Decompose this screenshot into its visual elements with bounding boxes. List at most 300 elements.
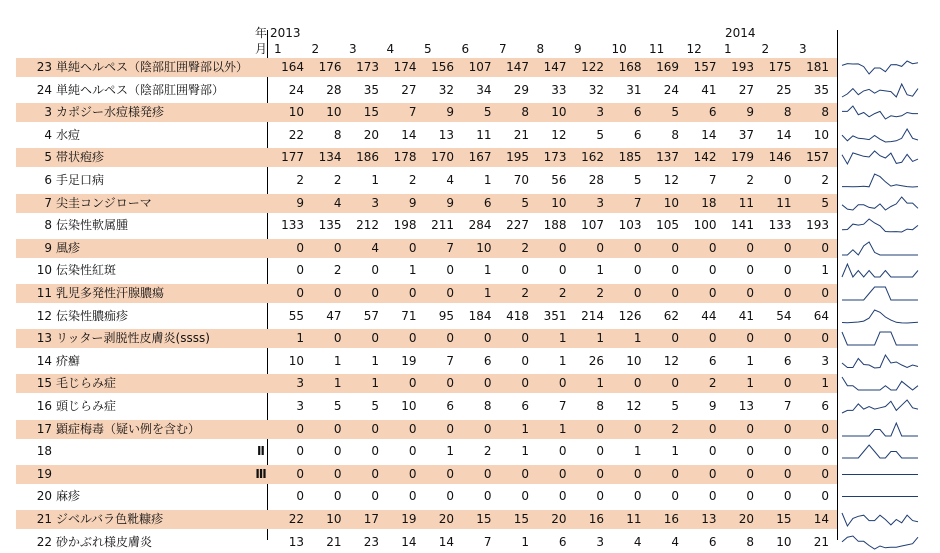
value-cell: 1	[633, 331, 642, 346]
value-cell: 24	[288, 82, 304, 97]
value-cell: 0	[558, 444, 567, 459]
value-cell: 54	[776, 308, 792, 323]
value-cell: 28	[588, 173, 604, 187]
value-cell: 10	[326, 512, 342, 526]
value-cell: 0	[821, 331, 829, 346]
value-cell: 1	[521, 421, 529, 436]
value-cell: 0	[708, 489, 717, 504]
year-2014-label: 2014	[725, 26, 756, 40]
value-cell: 0	[746, 466, 754, 481]
value-cell: 3	[296, 399, 304, 413]
value-cell: 4	[371, 240, 379, 255]
value-cell: 0	[708, 240, 717, 255]
value-cell: 0	[783, 421, 792, 436]
value-cell: 2	[746, 173, 754, 187]
value-cell: 1	[296, 331, 304, 346]
value-cell: 5	[821, 195, 829, 210]
value-cell: 0	[408, 421, 417, 436]
sparkline-trend	[842, 310, 918, 323]
stage-label	[252, 148, 270, 167]
value-cell: 6	[708, 105, 717, 120]
value-cell: 227	[506, 218, 529, 233]
value-cell: 14	[438, 534, 454, 549]
sparkline-trend	[842, 332, 918, 345]
table-row	[16, 465, 837, 484]
value-cell: 7	[558, 399, 567, 413]
value-cell: 0	[708, 263, 717, 278]
value-cell: 0	[558, 263, 567, 278]
sparkline	[840, 81, 920, 100]
sparkline	[840, 239, 920, 258]
value-cell: 0	[446, 489, 454, 504]
value-cell: 0	[558, 240, 567, 255]
value-cell: 21	[513, 127, 529, 142]
value-cell: 7	[483, 534, 492, 549]
disease-name: 帯状疱疹	[56, 150, 105, 165]
month-header: 4	[386, 42, 395, 56]
sparkline	[840, 442, 920, 461]
value-cell: 9	[446, 195, 454, 210]
value-cell: 20	[438, 512, 454, 526]
value-cell: 0	[783, 173, 792, 187]
value-cell: 27	[401, 82, 417, 97]
stage-label	[252, 307, 270, 326]
value-cell: 0	[821, 444, 829, 459]
value-cell: 0	[708, 444, 717, 459]
value-cell: 16	[588, 512, 604, 526]
value-cell: 0	[671, 240, 679, 255]
value-cell: 0	[633, 489, 642, 504]
value-cell: 164	[281, 60, 304, 74]
value-cell: 8	[783, 105, 792, 120]
value-cell: 0	[408, 466, 417, 481]
disease-name: 砂かぶれ様皮膚炎	[56, 534, 153, 549]
value-cell: 10	[288, 353, 304, 368]
value-cell: 0	[746, 331, 754, 346]
value-cell: 13	[738, 399, 754, 413]
sparkline-trend	[842, 84, 918, 97]
value-cell: 0	[746, 240, 754, 255]
row-number: 18	[36, 444, 52, 459]
value-cell: 1	[746, 376, 754, 391]
value-cell: 1	[521, 534, 529, 549]
value-cell: 0	[558, 489, 567, 504]
month-header: 2	[311, 42, 320, 56]
table-row	[16, 126, 837, 145]
disease-name: 疥癬	[56, 353, 81, 368]
value-cell: 2	[708, 376, 717, 391]
value-cell: 9	[446, 105, 454, 120]
value-cell: 176	[318, 60, 342, 74]
stage-label	[252, 397, 270, 416]
value-cell: 351	[543, 308, 567, 323]
value-cell: 0	[371, 263, 379, 278]
disease-name: リッター剥脱性皮膚炎(ssss)	[56, 331, 210, 346]
value-cell: 11	[776, 195, 792, 210]
value-cell: 5	[671, 105, 679, 120]
sparkline	[840, 420, 920, 439]
sparkline	[840, 329, 920, 348]
stage-label	[252, 194, 270, 213]
value-cell: 4	[671, 534, 679, 549]
value-cell: 23	[363, 534, 379, 549]
value-cell: 133	[768, 218, 792, 233]
value-cell: 5	[483, 105, 492, 120]
disease-name: 頭じらみ症	[56, 399, 117, 413]
value-cell: 14	[776, 127, 792, 142]
table-row	[16, 352, 837, 371]
value-cell: 193	[806, 218, 829, 233]
value-cell: 179	[731, 150, 754, 165]
sparkline-trend	[842, 287, 918, 300]
sparkline-trend	[842, 400, 918, 413]
value-cell: 3	[596, 195, 604, 210]
value-cell: 1	[596, 263, 604, 278]
value-cell: 3	[371, 195, 379, 210]
value-cell: 33	[551, 82, 567, 97]
value-cell: 37	[738, 127, 754, 142]
value-cell: 1	[446, 444, 454, 459]
value-cell: 10	[476, 240, 492, 255]
value-cell: 35	[813, 82, 829, 97]
value-cell: 1	[521, 444, 529, 459]
value-cell: 11	[476, 127, 492, 142]
stage-label	[252, 420, 270, 439]
value-cell: 5	[633, 173, 642, 187]
value-cell: 14	[813, 512, 829, 526]
stage-label	[252, 284, 270, 303]
value-cell: 0	[483, 466, 492, 481]
disease-name: 伝染性軟属腫	[56, 218, 129, 233]
table-row	[16, 58, 837, 77]
value-cell: 3	[296, 376, 304, 391]
value-cell: 13	[701, 512, 717, 526]
stage-label	[252, 261, 270, 280]
value-cell: 1	[746, 353, 754, 368]
value-cell: 18	[701, 195, 717, 210]
value-cell: 17	[363, 512, 379, 526]
month-header: 3	[799, 42, 807, 56]
value-cell: 168	[618, 60, 642, 74]
value-cell: 0	[333, 466, 342, 481]
sparkline	[840, 261, 920, 280]
value-cell: 31	[626, 82, 642, 97]
sparkline-trend	[842, 174, 918, 187]
value-cell: 32	[438, 82, 454, 97]
value-cell: 0	[446, 376, 454, 391]
table-row	[16, 148, 837, 167]
value-cell: 10	[626, 353, 642, 368]
value-cell: 133	[281, 218, 304, 233]
value-cell: 188	[543, 218, 567, 233]
value-cell: 8	[483, 399, 492, 413]
sparkline-trend	[842, 106, 918, 119]
value-cell: 0	[521, 331, 529, 346]
row-number: 9	[44, 240, 52, 255]
value-cell: 6	[483, 195, 492, 210]
sparkline	[840, 103, 920, 122]
month-header: 12	[686, 42, 702, 56]
value-cell: 71	[401, 308, 417, 323]
stage-label	[252, 126, 270, 145]
value-cell: 2	[671, 421, 679, 436]
sparkline-trend	[842, 219, 918, 232]
value-cell: 13	[288, 534, 304, 549]
row-number: 6	[44, 173, 52, 187]
value-cell: 0	[746, 421, 754, 436]
value-cell: 0	[671, 331, 679, 346]
row-number: 14	[36, 353, 52, 368]
sparkline-trend	[842, 61, 918, 74]
month-header: 1	[724, 42, 732, 56]
value-cell: 0	[821, 421, 829, 436]
value-cell: 0	[633, 421, 642, 436]
value-cell: 0	[296, 421, 304, 436]
month-header: 10	[611, 42, 627, 56]
value-cell: 1	[821, 263, 829, 278]
value-cell: 9	[296, 195, 304, 210]
value-cell: 122	[581, 60, 604, 74]
value-cell: 137	[656, 150, 679, 165]
value-cell: 10	[551, 105, 567, 120]
value-cell: 1	[596, 331, 604, 346]
value-cell: 1	[371, 376, 379, 391]
value-cell: 15	[776, 512, 792, 526]
value-cell: 0	[708, 331, 717, 346]
sparkline	[840, 126, 920, 145]
disease-name: 尖圭コンジローマ	[56, 195, 152, 210]
value-cell: 0	[708, 466, 717, 481]
sparkline-trend	[842, 355, 918, 368]
stage-label	[252, 374, 270, 393]
value-cell: 1	[821, 376, 829, 391]
value-cell: 0	[521, 466, 529, 481]
table-row	[16, 171, 837, 190]
value-cell: 4	[333, 195, 342, 210]
value-cell: 0	[783, 376, 792, 391]
value-cell: 0	[333, 489, 342, 504]
value-cell: 0	[483, 331, 492, 346]
value-cell: 156	[431, 60, 454, 74]
stage-label	[252, 352, 270, 371]
value-cell: 7	[446, 240, 454, 255]
stage-label: Ⅲ	[255, 466, 267, 481]
value-cell: 5	[333, 399, 342, 413]
value-cell: 0	[371, 331, 379, 346]
value-cell: 6	[783, 353, 792, 368]
value-cell: 0	[596, 489, 604, 504]
value-cell: 21	[326, 534, 342, 549]
value-cell: 57	[363, 308, 379, 323]
value-cell: 174	[393, 60, 417, 74]
value-cell: 24	[663, 82, 679, 97]
value-cell: 0	[521, 353, 529, 368]
value-cell: 12	[663, 173, 679, 187]
value-cell: 167	[468, 150, 492, 165]
value-cell: 0	[671, 376, 679, 391]
value-cell: 0	[633, 263, 642, 278]
value-cell: 4	[446, 173, 454, 187]
value-cell: 20	[551, 512, 567, 526]
value-cell: 212	[356, 218, 379, 233]
table-row	[16, 307, 837, 326]
table-row	[16, 284, 837, 303]
value-cell: 0	[483, 376, 492, 391]
value-cell: 8	[821, 105, 829, 120]
value-cell: 0	[746, 444, 754, 459]
value-cell: 2	[521, 240, 529, 255]
month-header: 1	[274, 42, 282, 56]
value-cell: 177	[281, 150, 304, 165]
value-cell: 7	[783, 399, 792, 413]
value-cell: 6	[633, 105, 642, 120]
value-cell: 184	[468, 308, 492, 323]
value-cell: 0	[596, 444, 604, 459]
value-cell: 186	[356, 150, 379, 165]
value-cell: 0	[783, 263, 792, 278]
value-cell: 2	[296, 173, 304, 187]
stage-label	[252, 171, 270, 190]
value-cell: 181	[806, 60, 829, 74]
sparkline	[840, 307, 920, 326]
value-cell: 95	[438, 308, 454, 323]
value-cell: 25	[776, 82, 792, 97]
sparkline-trend	[842, 536, 918, 549]
value-cell: 10	[663, 195, 679, 210]
row-number: 11	[36, 286, 52, 300]
value-cell: 2	[596, 286, 604, 300]
table-row	[16, 510, 837, 529]
stage-label	[252, 81, 270, 100]
stage-label: Ⅱ	[257, 444, 265, 459]
disease-name: 伝染性膿痂疹	[56, 308, 129, 323]
row-number: 21	[36, 512, 52, 526]
value-cell: 175	[768, 60, 792, 74]
value-cell: 198	[393, 218, 417, 233]
value-cell: 0	[708, 421, 717, 436]
row-number: 17	[36, 421, 52, 436]
table-row	[16, 261, 837, 280]
row-number: 22	[36, 534, 52, 549]
sparkline	[840, 465, 920, 484]
value-cell: 0	[521, 376, 529, 391]
column-divider-right	[837, 30, 838, 540]
row-number: 3	[44, 105, 52, 120]
value-cell: 0	[783, 489, 792, 504]
value-cell: 14	[701, 127, 717, 142]
value-cell: 5	[521, 195, 529, 210]
value-cell: 47	[326, 308, 342, 323]
value-cell: 15	[513, 512, 529, 526]
value-cell: 35	[363, 82, 379, 97]
value-cell: 103	[618, 218, 642, 233]
value-cell: 185	[618, 150, 642, 165]
sparkline	[840, 148, 920, 167]
month-header: 3	[349, 42, 357, 56]
value-cell: 0	[446, 263, 454, 278]
value-cell: 6	[558, 534, 567, 549]
month-header: 5	[424, 42, 432, 56]
row-number: 7	[44, 195, 52, 210]
sparkline-trend	[842, 445, 918, 458]
value-cell: 0	[708, 286, 717, 300]
value-cell: 20	[363, 127, 379, 142]
value-cell: 3	[596, 105, 604, 120]
value-cell: 1	[408, 263, 417, 278]
disease-name: 毛じらみ症	[56, 376, 117, 391]
value-cell: 0	[746, 286, 754, 300]
value-cell: 8	[521, 105, 529, 120]
value-cell: 1	[558, 353, 567, 368]
value-cell: 2	[521, 286, 529, 300]
value-cell: 0	[296, 444, 304, 459]
value-cell: 32	[588, 82, 604, 97]
value-cell: 1	[633, 444, 642, 459]
stage-label	[252, 103, 270, 122]
value-cell: 7	[408, 105, 417, 120]
sparkline-trend	[842, 197, 918, 210]
sparkline-trend	[842, 264, 918, 277]
value-cell: 2	[483, 444, 492, 459]
value-cell: 28	[326, 82, 342, 97]
value-cell: 0	[408, 331, 417, 346]
sparkline-trend	[842, 423, 918, 436]
sparkline-trend	[842, 129, 918, 142]
value-cell: 0	[558, 376, 567, 391]
value-cell: 173	[356, 60, 379, 74]
value-cell: 0	[333, 240, 342, 255]
value-cell: 0	[783, 466, 792, 481]
value-cell: 8	[596, 399, 604, 413]
value-cell: 0	[521, 263, 529, 278]
value-cell: 0	[371, 286, 379, 300]
value-cell: 0	[633, 286, 642, 300]
value-cell: 418	[506, 308, 529, 323]
value-cell: 2	[333, 263, 342, 278]
value-cell: 29	[513, 82, 529, 97]
value-cell: 0	[671, 489, 679, 504]
stage-label	[252, 510, 270, 529]
value-cell: 0	[333, 444, 342, 459]
value-cell: 0	[333, 331, 342, 346]
value-cell: 6	[521, 399, 529, 413]
month-header: 6	[461, 42, 470, 56]
value-cell: 105	[656, 218, 679, 233]
value-cell: 0	[333, 421, 342, 436]
stage-label	[252, 533, 270, 552]
disease-name: 乳児多発性汗腺膿瘍	[56, 286, 165, 300]
disease-name	[56, 465, 268, 484]
value-cell: 1	[483, 263, 492, 278]
value-cell: 0	[821, 286, 829, 300]
sparkline	[840, 397, 920, 416]
value-cell: 0	[296, 263, 304, 278]
value-cell: 0	[633, 466, 642, 481]
value-cell: 19	[401, 353, 417, 368]
value-cell: 0	[408, 489, 417, 504]
value-cell: 10	[288, 105, 304, 120]
value-cell: 16	[663, 512, 679, 526]
value-cell: 170	[431, 150, 454, 165]
row-number: 15	[36, 376, 52, 391]
value-cell: 26	[588, 353, 604, 368]
sparkline	[840, 194, 920, 213]
value-cell: 100	[693, 218, 717, 233]
value-cell: 0	[671, 263, 679, 278]
stage-label	[252, 58, 270, 77]
value-cell: 0	[408, 376, 417, 391]
value-cell: 19	[401, 512, 417, 526]
